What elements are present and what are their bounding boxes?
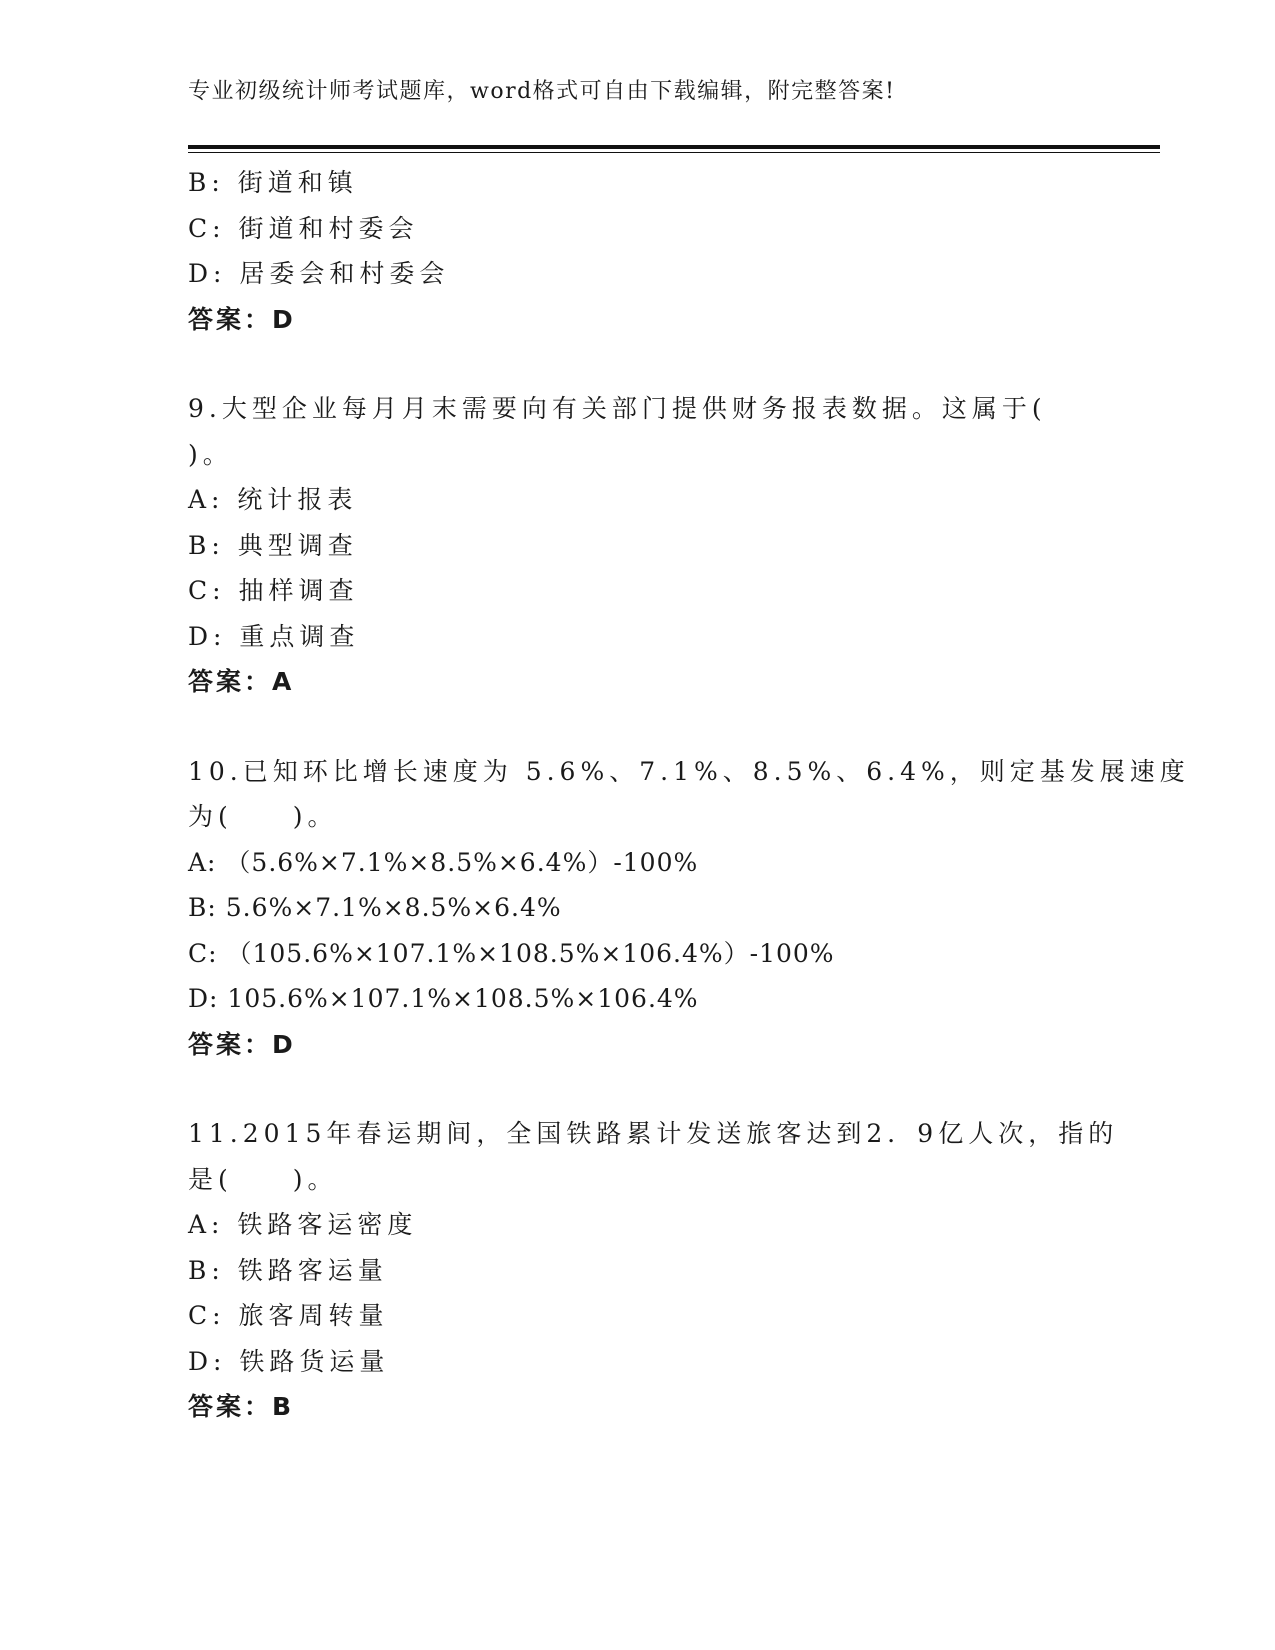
answer: 答案：D	[188, 304, 296, 334]
option-b: B: 铁路客运量	[188, 1255, 388, 1285]
header-rule-thin	[188, 152, 1160, 153]
page-header: 专业初级统计师考试题库，word格式可自由下载编辑，附完整答案!	[188, 79, 896, 104]
spacer	[188, 342, 1088, 386]
option-c: C: （105.6%×107.1%×108.5%×106.4%）-100%	[188, 938, 835, 968]
option-c: C: 街道和村委会	[188, 213, 419, 243]
option-a: A: （5.6%×7.1%×8.5%×6.4%）-100%	[188, 847, 699, 877]
answer: 答案：A	[188, 667, 295, 696]
spacer	[188, 705, 1088, 749]
question-stem: 11.2015年春运期间，全国铁路累计发送旅客达到2．9亿人次，指的	[188, 1119, 1119, 1148]
question-stem-cont: 为( )。	[188, 802, 338, 831]
question-9	[188, 386, 1088, 705]
question-10	[188, 749, 1190, 1068]
question-stem-cont: 是( )。	[188, 1164, 338, 1194]
option-b: B: 街道和镇	[188, 168, 358, 197]
option-a: A: 统计报表	[188, 485, 358, 514]
option-b: B: 典型调查	[188, 530, 358, 560]
option-b: B: 5.6%×7.1%×8.5%×6.4%	[188, 893, 562, 922]
option-c: C: 旅客周转量	[188, 1301, 389, 1330]
option-c: C: 抽样调查	[188, 576, 359, 605]
option-d: D: 居委会和村委会	[188, 259, 450, 288]
spacer	[188, 1067, 1088, 1111]
option-d: D: 铁路货运量	[188, 1346, 390, 1376]
header-rule-thick	[188, 145, 1160, 149]
answer: 答案：B	[188, 1392, 295, 1421]
question-11	[188, 1111, 1119, 1430]
question-stem: 10.已知环比增长速度为 5.6%、7.1%、8.5%、6.4%，则定基发展速度	[188, 756, 1190, 786]
option-a: A: 铁路客运密度	[188, 1210, 418, 1239]
question-8	[188, 160, 1088, 342]
answer: 答案：D	[188, 1029, 296, 1059]
option-d: D: 105.6%×107.1%×108.5%×106.4%	[188, 984, 699, 1013]
question-stem: 9.大型企业每月月末需要向有关部门提供财务报表数据。这属于(	[188, 394, 1047, 423]
option-d: D: 重点调查	[188, 621, 360, 651]
question-content	[188, 160, 1190, 1430]
question-stem-cont: )。	[188, 439, 233, 469]
